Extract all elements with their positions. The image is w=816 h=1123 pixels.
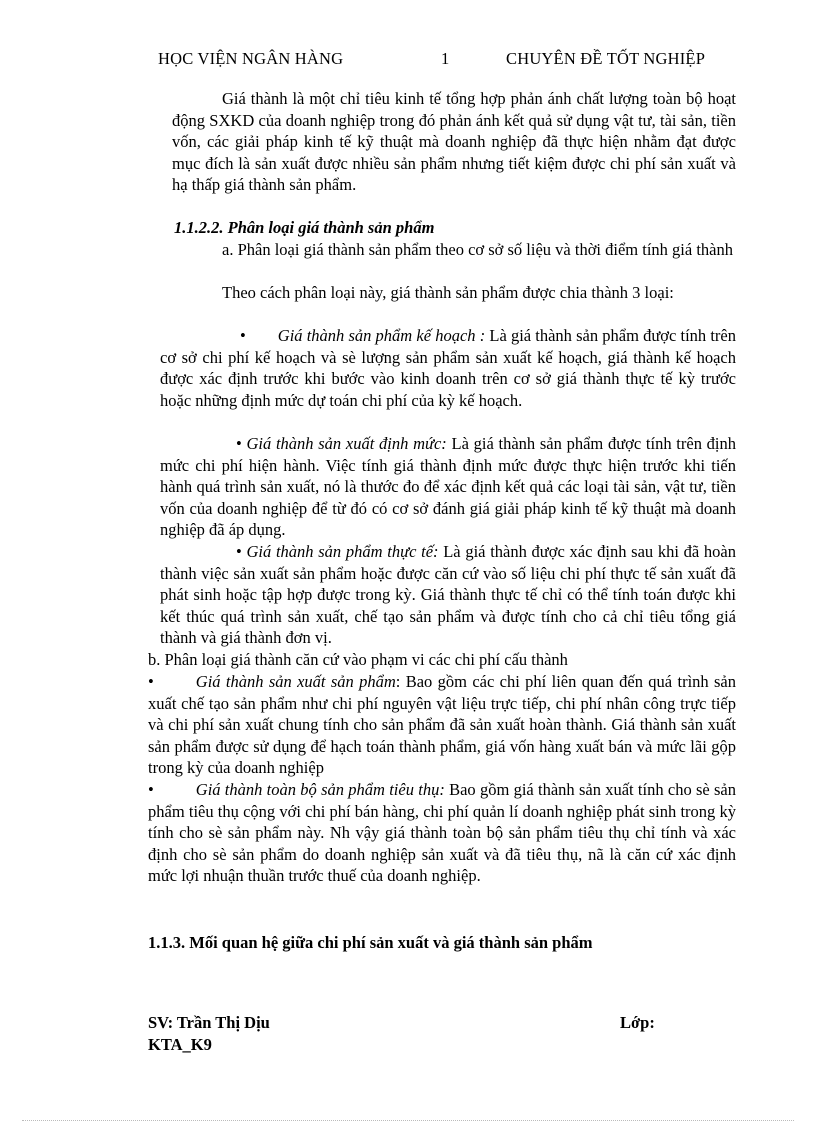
header-page-number: 1 [441,49,450,68]
bullet-plan-cost-term: Giá thành sản phẩm kế hoạch : [277,326,486,345]
section-b-title: b. Phân loại giá thành căn cứ vào phạm vi các chi phí cấu thành [148,650,568,669]
footer-student-name: SV: Trần Thị Dịu [148,1013,270,1032]
bullet-actual-cost [160,541,736,649]
bullet-icon: • [148,672,154,691]
bullet-plan-cost [160,325,736,411]
bullet-actual-cost-text: Là giá thành được xác định sau khi đã hoàn thành việc sản xuất sản phẩm hoặc được căn cứ vào số liệu chi phí thực tế sản xuất đã phát sinh hoặc tập hợp được trong kỳ. Giá thành thực tế chỉ có thể tính toán được khi kết thúc quá trình sản xuất, chế tạo sản phẩm và được tính cho cả chỉ tiêu tổng giá thành và giá thành đơn vị. [160,542,737,648]
bullet-production-cost [148,671,736,779]
section-a-title: a. Phân loại giá thành sản phẩm theo cơ sở số liệu và thời điểm tính giá thành [222,240,733,259]
bullet-norm-cost-text: Là giá thành sản phẩm được tính trên định mức chi phí hiện hành. Việc tính giá thành định mức được thực hiện trước khi tiến hành quá trình sản xuất, nó là thước đo để xác định kết quả các loại tài sản, vật tư, tiền vốn của doanh nghiệp để từ đó có cơ sở đánh giá giải pháp kinh tế kỹ thuật mà doanh nghiệp đã áp dụng. [160,434,737,540]
header-institution: HỌC VIỆN NGÂN HÀNG [158,49,344,68]
bullet-norm-cost-term: Giá thành sản xuất định mức: [246,434,447,453]
page-bottom-divider [22,1120,794,1121]
footer-class-label: Lớp: [620,1013,655,1032]
bullet-plan-cost-text: Là giá thành sản phẩm được tính trên cơ sở chi phí kế hoạch và sè lượng sản phẩm sản xuất kế hoạch, giá thành kế hoạch được xác định trước khi bước vào kinh doanh trên cơ sở giá thành thực tế kỳ trước hoặc những định mức dự toán chi phí của kỳ kế hoạch. [160,326,737,410]
bullet-icon: • [236,542,242,561]
bullet-production-cost-term: Giá thành sản xuất sản phẩm [195,672,396,691]
bullet-norm-cost [160,433,736,541]
bullet-icon: • [240,326,246,345]
bullet-total-cost [148,779,736,887]
section-a-intro: Theo cách phân loại này, giá thành sản phẩm được chia thành 3 loại: [222,283,674,302]
bullet-total-cost-term: Giá thành toàn bộ sản phẩm tiêu thụ: [195,780,445,799]
heading-1-1-2-2: 1.1.2.2. Phân loại giá thành sản phẩm [174,218,435,237]
bullet-icon: • [148,780,154,799]
footer-class-code: KTA_K9 [148,1035,212,1054]
bullet-production-cost-text: : Bao gồm các chi phí liên quan đến quá trình sản xuất chế tạo sản phẩm như chi phí nguyên vật liệu trực tiếp, chi phí nhân công trực tiếp và chi phí sản xuất chung tính cho sản phẩm đã sản xuất hoàn thành. Giá thành sản xuất sản phẩm được sử dụng để hạch toán thành phẩm, giá vốn hàng xuất bán và mức lãi gộp trong kỳ của doanh nghiệp [148,672,736,778]
bullet-icon: • [236,434,242,453]
header-report-title: CHUYÊN ĐỀ TỐT NGHIỆP [506,49,706,68]
bullet-total-cost-text: Bao gồm giá thành sản xuất tính cho sè sản phẩm tiêu thụ cộng với chi phí bán hàng, chi phí quản lí doanh nghiệp phát sinh trong kỳ tính cho sè sản phẩm này. Nh vậy giá thành toàn bộ sản phẩm tiêu thụ chỉ tính và xác định cho sè sản phẩm do doanh nghiệp sản xuất và đã tiêu thụ, nã là căn cứ xác định mức lợi nhuận thuần trước thuế của doanh nghiệp. [148,780,736,886]
heading-1-1-3: 1.1.3. Mối quan hệ giữa chi phí sản xuất và giá thành sản phẩm [148,933,593,952]
bullet-actual-cost-term: Giá thành sản phẩm thực tế: [246,542,439,561]
intro-paragraph: Giá thành là một chỉ tiêu kinh tế tổng hợp phản ánh chất lượng toàn bộ hoạt động SXKD của doanh nghiệp trong đó phản ánh kết quả sử dụng vật tư, tài sản, tiền vốn, các giải pháp kinh tế kỹ thuật mà doanh nghiệp đã thực hiện nhằm đạt được mục đích là sản xuất được nhiều sản phẩm nhưng tiết kiệm được chi phí sản xuất và hạ thấp giá thành sản phẩm. [172,89,736,195]
